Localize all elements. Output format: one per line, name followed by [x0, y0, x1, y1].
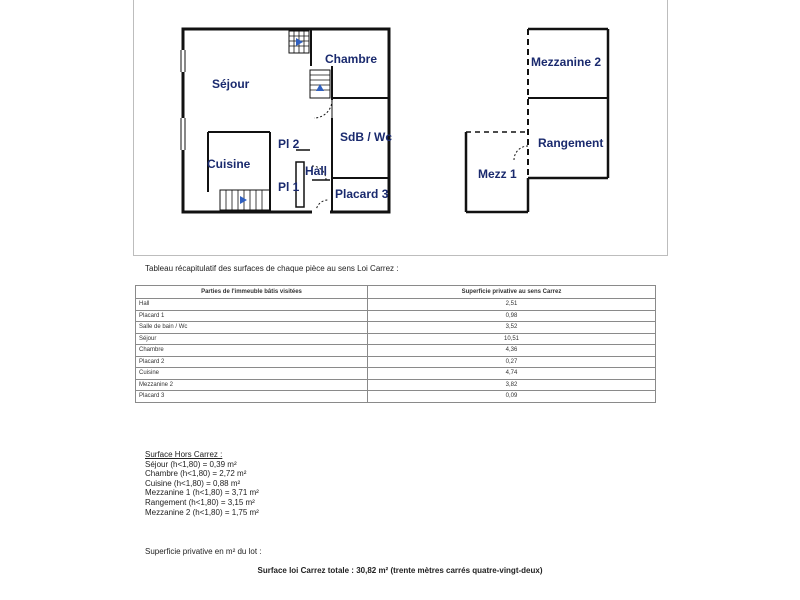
table-cell-room: Chambre: [136, 345, 368, 357]
hors-carrez-line: Séjour (h<1,80) = 0,39 m²: [145, 459, 237, 469]
total-carrez-surface: Surface loi Carrez totale : 30,82 m² (trente mètres carrés quatre-vingt-deux): [257, 566, 543, 575]
room-label-pl2: Pl 2: [278, 137, 300, 151]
room-label-pl1: Pl 1: [278, 180, 300, 194]
table-row: [136, 299, 656, 311]
table-cell-room: Placard 3: [136, 391, 368, 403]
table-cell-value: 2,51: [368, 299, 656, 311]
table-cell-value: 4,74: [368, 368, 656, 380]
table-cell-room: Séjour: [136, 333, 368, 345]
room-label-mezz1: Mezz 1: [478, 167, 517, 181]
room-label-sdb: SdB / Wc: [340, 130, 393, 144]
table-cell-value: 0,27: [368, 356, 656, 368]
hors-carrez-line: Mezzanine 1 (h<1,80) = 3,71 m²: [145, 488, 259, 498]
table-cell-value: 3,52: [368, 322, 656, 334]
stair-arrow-icon: [296, 38, 303, 46]
floor-plan: [0, 0, 800, 260]
room-label-chambre: Chambre: [325, 52, 378, 66]
table-row: [136, 310, 656, 322]
table-cell-room: Mezzanine 2: [136, 379, 368, 391]
table-cell-value: 4,36: [368, 345, 656, 357]
hors-carrez-line: Chambre (h<1,80) = 2,72 m²: [145, 469, 247, 479]
room-label-placard3: Placard 3: [335, 187, 389, 201]
lot-surface-label: Superficie privative en m² du lot :: [145, 547, 262, 556]
table-cell-room: Salle de bain / Wc: [136, 322, 368, 334]
stair-arrow-icon: [240, 196, 247, 204]
table-row: [136, 356, 656, 368]
table-cell-room: Cuisine: [136, 368, 368, 380]
room-label-hall: Hall: [305, 164, 328, 178]
table-intro: Tableau récapitulatif des surfaces de chaque pièce au sens Loi Carrez :: [145, 264, 399, 273]
table-row: [136, 391, 656, 403]
surface-table: [135, 285, 656, 403]
room-label-cuisine: Cuisine: [207, 157, 251, 171]
table-row: [136, 333, 656, 345]
table-row: [136, 322, 656, 334]
room-label-mezzanine2: Mezzanine 2: [531, 55, 602, 69]
hors-carrez-title: Surface Hors Carrez :: [145, 450, 223, 459]
hors-carrez-line: Rangement (h<1,80) = 3,15 m²: [145, 497, 255, 507]
table-cell-value: 3,82: [368, 379, 656, 391]
room-label-rangement: Rangement: [538, 136, 604, 150]
table-cell-room: Placard 1: [136, 310, 368, 322]
hors-carrez-section: [145, 450, 259, 517]
table-header-row: [136, 286, 656, 299]
table-header-room: Parties de l'immeuble bâtis visitées: [136, 286, 368, 299]
table-row: [136, 368, 656, 380]
table-cell-value: 10,51: [368, 333, 656, 345]
table-cell-room: Placard 2: [136, 356, 368, 368]
table-row: [136, 345, 656, 357]
hors-carrez-line: Cuisine (h<1,80) = 0,88 m²: [145, 478, 241, 488]
table-header-value: Superficie privative au sens Carrez: [368, 286, 656, 299]
table-cell-value: 0,09: [368, 391, 656, 403]
hors-carrez-line: Mezzanine 2 (h<1,80) = 1,75 m²: [145, 507, 259, 517]
table-cell-value: 0,98: [368, 310, 656, 322]
table-cell-room: Hall: [136, 299, 368, 311]
room-label-sejour: Séjour: [212, 77, 250, 91]
table-row: [136, 379, 656, 391]
